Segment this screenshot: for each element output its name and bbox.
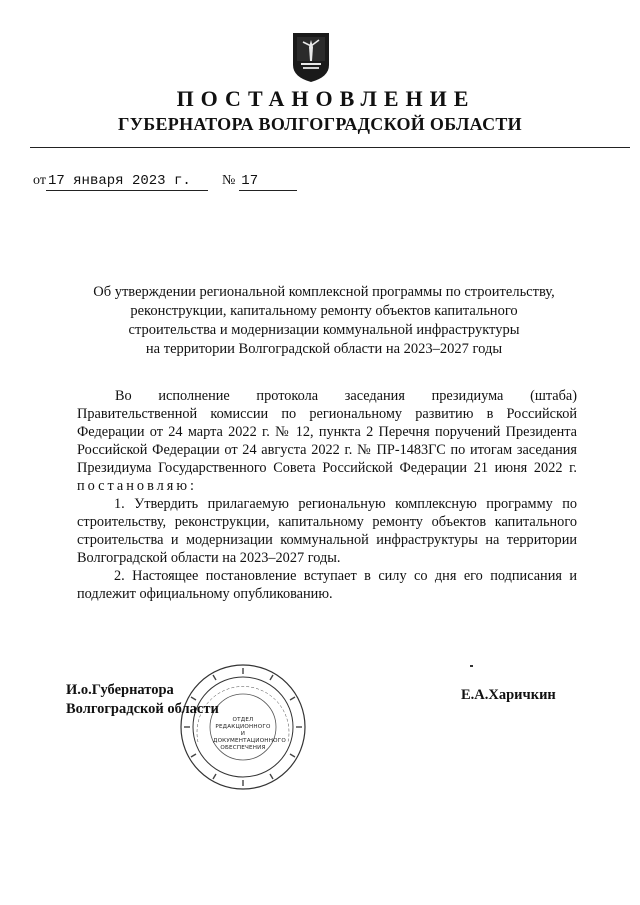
decree-item-2: 2. Настоящее постановление вступает в силу со дня его подписания и подлежит официальному опубликованию. (77, 568, 577, 602)
heading-line: строительства и модернизации коммунальной инфраструктуры (128, 322, 520, 338)
stamp-line: РЕДАКЦИОННОГО И (215, 724, 271, 737)
signatory-region: Волгоградской области (66, 701, 219, 717)
document-date: 17 января 2023 г. (46, 173, 208, 191)
document-number: 17 (239, 173, 297, 191)
preamble-text: Во исполнение протокола заседания президиума (штаба) Правительственной комиссии по региональному развитию в Российской Федерации от 24 марта 2022 г. № 12, пункта 2 Перечня поручений Президента Российской Федерации от 24 августа 2022 г. № ПР-1483ГС по итогам заседания Президиума Государственного Совета Российской Федерации 21 июня 2022 г. (77, 388, 577, 476)
preamble-paragraph (77, 387, 577, 495)
document-body (77, 387, 577, 603)
heading-line: реконструкции, капитальному ремонту объектов капитального (130, 303, 518, 319)
stamp-line: ОТДЕЛ (232, 717, 254, 723)
stamp-inner-text (213, 717, 286, 752)
date-from-label: от (33, 173, 46, 188)
heading-line: Об утверждении региональной комплексной программы по строительству, (93, 284, 555, 300)
decree-item-1: 1. Утвердить прилагаемую региональную комплексную программу по строительству, реконструкции, капитальному ремонту объектов капитального строительства и модернизации коммунальной инфраструктуры на территории Волгоградской области на 2023–2027 годы. (77, 496, 577, 566)
document-title: ПОСТАНОВЛЕНИЕ (176, 86, 476, 111)
date-number-line (33, 173, 297, 191)
signatory-position (66, 681, 219, 719)
signature-mark (470, 665, 473, 667)
heading-line: на территории Волгоградской области на 2023–2027 годы (145, 341, 503, 357)
signatory-title: И.о.Губернатора (66, 682, 174, 698)
stamp-line: ДОКУМЕНТАЦИОННОГО (213, 738, 286, 744)
number-label: № (221, 173, 236, 188)
document-subtitle: ГУБЕРНАТОРА ВОЛГОГРАДСКОЙ ОБЛАСТИ (118, 114, 522, 134)
decree-word: постановляю: (77, 478, 197, 494)
document-heading (72, 283, 576, 359)
stamp-line: ОБЕСПЕЧЕНИЯ (220, 745, 266, 751)
signatory-name: Е.А.Харичкин (461, 687, 556, 703)
header-divider (30, 147, 630, 148)
volgograd-coat-of-arms-icon (291, 31, 331, 83)
